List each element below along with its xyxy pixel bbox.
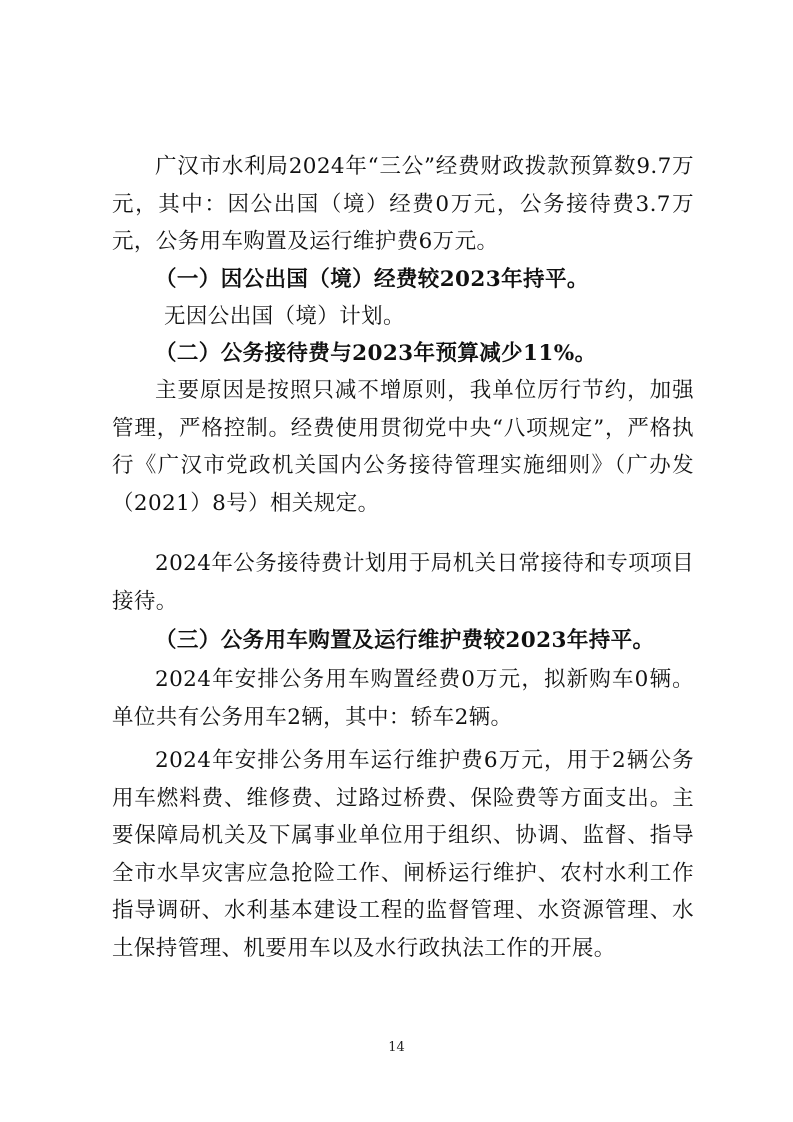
vehicle-operation-paragraph: 2024年安排公务用车运行维护费6万元，用于2辆公务用车燃料费、维修费、过路过桥费、保险费等方面支出。主要保障局机关及下属事业单位用于组织、协调、监督、指导全市水旱灾害应急抢险工作、闸桥运行维护、农村水利工作指导调研、水利基本建设工程的监督管理、水资源管理、水土保持管理、机要用车以及水行政执法工作的开展。 (112, 748, 694, 961)
vehicle-purchase-paragraph: 2024年安排公务用车购置经费0万元，拟新购车0辆。单位共有公务用车2辆，其中：轿车2辆。 (112, 667, 694, 730)
no-travel-paragraph: 无因公出国（境）计划。 (164, 304, 405, 329)
reason-paragraph: 主要原因是按照只减不增原则，我单位厉行节约，加强管理，严格控制。经费使用贯彻党中央“八项规定”，严格执行《广汉市党政机关国内公务接待管理实施细则》（广办发（2021）8号）相关规定。 (112, 378, 694, 516)
page-number: 14 (388, 1040, 405, 1055)
summary-paragraph: 广汉市水利局2024年“三公”经费财政拨款预算数9.7万元，其中：因公出国（境）经费0万元，公务接待费3.7万元，公务用车购置及运行维护费6万元。 (112, 154, 694, 254)
section-heading-3: （三）公务用车购置及运行维护费较2023年持平。 (155, 628, 655, 653)
section-heading-1: （一）因公出国（境）经费较2023年持平。 (155, 267, 589, 292)
reception-plan-paragraph: 2024年公务接待费计划用于局机关日常接待和专项项目接待。 (112, 551, 694, 614)
section-heading-2: （二）公务接待费与2023年预算减少11%。 (155, 341, 597, 366)
